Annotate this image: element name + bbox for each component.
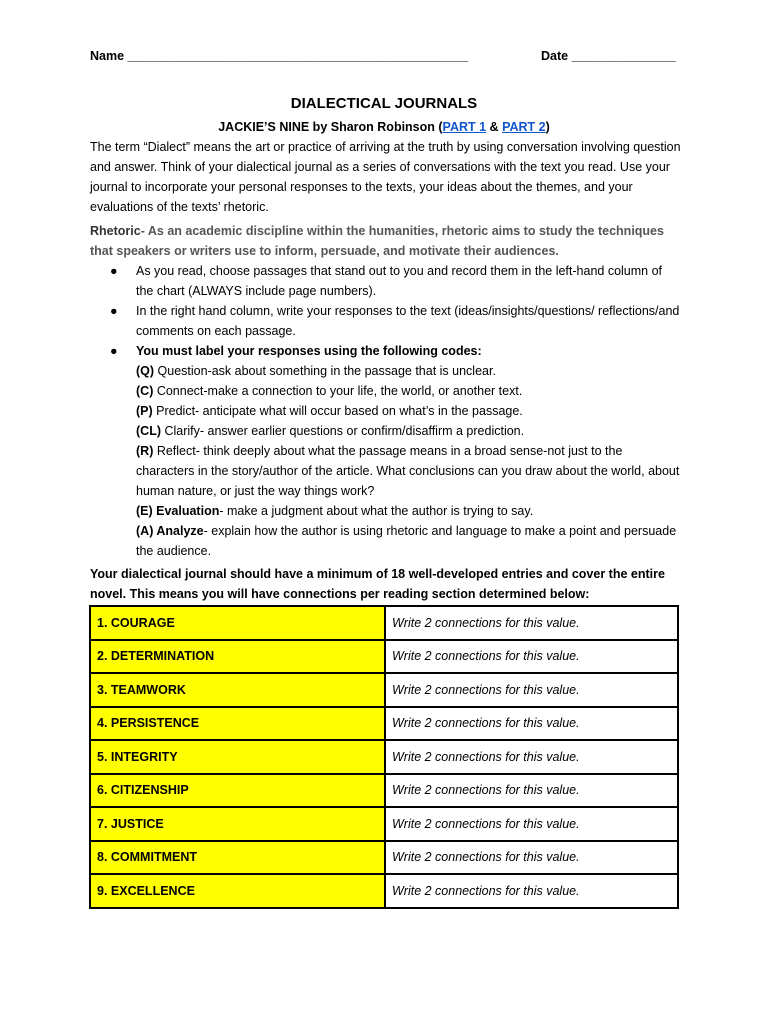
table-row	[90, 874, 678, 908]
table-row	[90, 841, 678, 875]
rhetoric-definition	[90, 221, 682, 261]
value-cell: 1. COURAGE	[90, 606, 385, 640]
intro-paragraph: The term “Dialect” means the art or practice of arriving at the truth by using conversation involving question and answer. Think of your dialectical journal as a series of conversations with the text you read. Use your journal to incorporate your personal responses to the texts, your ideas about the themes, and your evaluations of the texts’ rhetoric.	[90, 140, 681, 214]
code-list	[90, 361, 682, 561]
table-row	[90, 640, 678, 674]
code-description: Clarify- answer earlier questions or confirm/disaffirm a prediction.	[161, 424, 525, 438]
bullet-icon: ●	[110, 264, 118, 278]
name-field[interactable]: Name _________________________________________________	[90, 49, 469, 63]
list-item	[90, 261, 682, 301]
code-label: (C)	[136, 384, 154, 398]
part-1-link[interactable]: PART 1	[442, 120, 487, 134]
bullet-text: As you read, choose passages that stand out to you and record them in the left-hand column of the chart (ALWAYS include page numbers).	[136, 264, 663, 298]
values-table	[89, 605, 679, 909]
date-field[interactable]: Date _______________	[541, 49, 676, 63]
instruction-cell: Write 2 connections for this value.	[385, 606, 678, 640]
instruction-cell: Write 2 connections for this value.	[385, 640, 678, 674]
table-row	[90, 707, 678, 741]
table-row	[90, 740, 678, 774]
value-cell: 5. INTEGRITY	[90, 740, 385, 774]
page-title: DIALECTICAL JOURNALS	[290, 95, 478, 112]
instruction-cell: Write 2 connections for this value.	[385, 740, 678, 774]
code-description: Predict- anticipate what will occur based on what’s in the passage.	[152, 404, 523, 418]
code-label: (R)	[136, 444, 154, 458]
value-cell: 6. CITIZENSHIP	[90, 774, 385, 808]
code-description: - make a judgment about what the author is trying to say.	[219, 504, 534, 518]
instruction-cell: Write 2 connections for this value.	[385, 874, 678, 908]
code-description: - explain how the author is using rhetoric and language to make a point and persuade the audience.	[136, 524, 677, 558]
instruction-cell: Write 2 connections for this value.	[385, 841, 678, 875]
table-row	[90, 673, 678, 707]
code-label: (A) Analyze	[136, 524, 204, 538]
subtitle-close: )	[545, 120, 550, 134]
code-item	[136, 521, 682, 561]
table-row	[90, 807, 678, 841]
ampersand: &	[486, 120, 503, 134]
bullet-text: You must label your responses using the following codes:	[136, 344, 482, 358]
value-cell: 4. PERSISTENCE	[90, 707, 385, 741]
code-item	[136, 441, 682, 501]
bullet-icon: ●	[110, 344, 118, 358]
summary-text: Your dialectical journal should have a minimum of 18 well-developed entries and cover the entire novel. This means you will have connections per reading section determined below:	[90, 567, 665, 601]
code-description: Reflect- think deeply about what the passage means in a broad sense-not just to the characters in the story/author of the article. What conclusions can you draw about the world, about human nature, or just the way things work?	[136, 444, 680, 498]
code-label: (P)	[136, 404, 153, 418]
table-row	[90, 774, 678, 808]
table-row	[90, 606, 678, 640]
value-cell: 7. JUSTICE	[90, 807, 385, 841]
bullet-icon: ●	[110, 304, 118, 318]
part-2-link[interactable]: PART 2	[502, 120, 546, 134]
code-label: (CL)	[136, 424, 161, 438]
code-item	[136, 361, 682, 381]
instruction-cell: Write 2 connections for this value.	[385, 774, 678, 808]
code-item	[136, 381, 682, 401]
value-cell: 9. EXCELLENCE	[90, 874, 385, 908]
code-item	[136, 401, 682, 421]
code-description: Question-ask about something in the passage that is unclear.	[154, 364, 496, 378]
content	[90, 137, 682, 604]
code-description: Connect-make a connection to your life, the world, or another text.	[153, 384, 523, 398]
instruction-cell: Write 2 connections for this value.	[385, 807, 678, 841]
code-label: (Q)	[136, 364, 155, 378]
value-cell: 2. DETERMINATION	[90, 640, 385, 674]
subtitle	[0, 117, 768, 137]
list-item	[90, 301, 682, 341]
code-label: (E) Evaluation	[136, 504, 220, 518]
instruction-cell: Write 2 connections for this value.	[385, 673, 678, 707]
code-item	[136, 501, 682, 521]
bullet-text: In the right hand column, write your responses to the text (ideas/insights/questions/ reflections/and comments on each passage.	[136, 304, 680, 338]
value-cell: 8. COMMITMENT	[90, 841, 385, 875]
rhetoric-text: - As an academic discipline within the humanities, rhetoric aims to study the techniques that speakers or writers use to inform, persuade, and motivate their audiences.	[90, 224, 664, 258]
instruction-cell: Write 2 connections for this value.	[385, 707, 678, 741]
header-line	[90, 46, 680, 66]
code-item	[136, 421, 682, 441]
instruction-list	[90, 261, 682, 361]
list-item	[90, 341, 682, 361]
book-title: JACKIE’S NINE by Sharon Robinson (	[218, 120, 443, 134]
value-cell: 3. TEAMWORK	[90, 673, 385, 707]
rhetoric-term: Rhetoric	[90, 224, 141, 238]
